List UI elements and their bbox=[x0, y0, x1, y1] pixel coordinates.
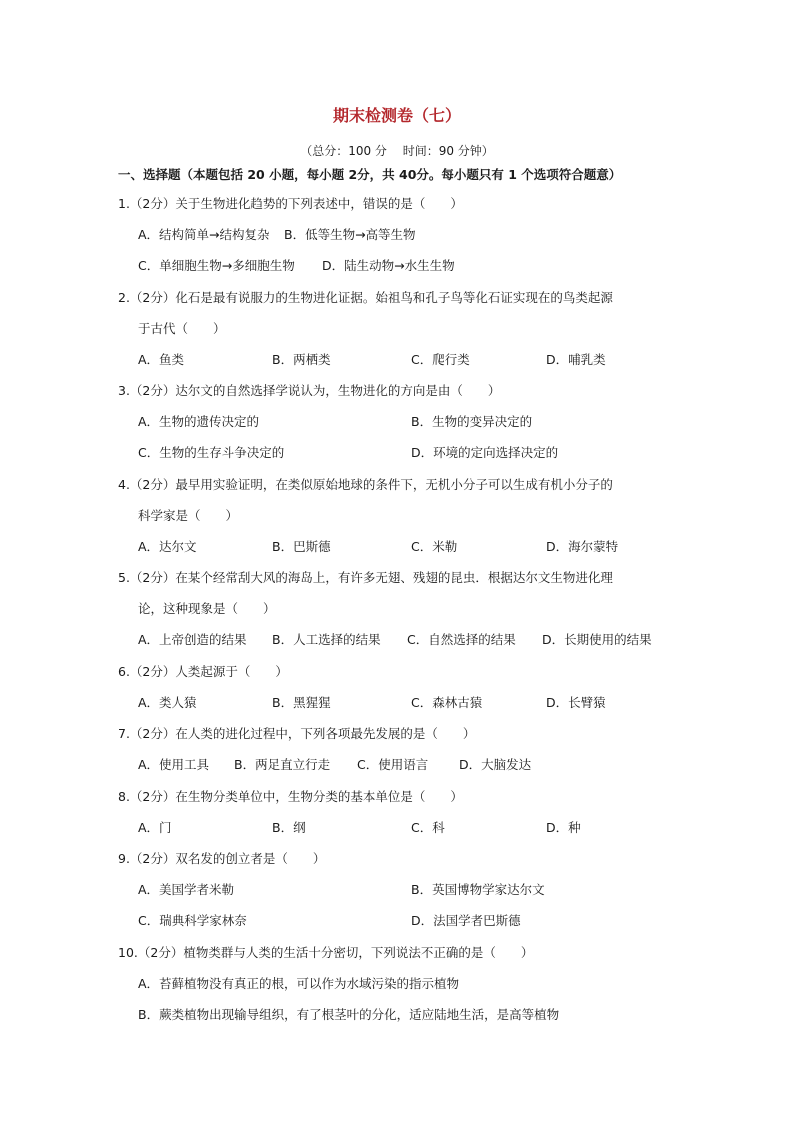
option-a: A．上帝创造的结果 bbox=[138, 632, 247, 647]
option-d: D．海尔蒙特 bbox=[546, 539, 619, 554]
question-9-stem: 9.（2分）双名发的创立者是（ ） bbox=[118, 851, 326, 866]
option-c: C．生物的生存斗争决定的 bbox=[138, 445, 285, 460]
option-a: A．生物的遗传决定的 bbox=[138, 414, 260, 429]
option-d: D．陆生动物→水生生物 bbox=[322, 258, 455, 273]
option-c: C．瑞典科学家林奈 bbox=[138, 913, 247, 928]
question-2-stem-cont: 于古代（ ） bbox=[138, 321, 226, 336]
option-a: A．达尔文 bbox=[138, 539, 197, 554]
option-c: C．使用语言 bbox=[357, 757, 429, 772]
question-5-stem-cont: 论，这种现象是（ ） bbox=[138, 601, 276, 616]
option-a: A．类人猿 bbox=[138, 695, 197, 710]
option-a: A．门 bbox=[138, 820, 172, 835]
option-d: D．环境的定向选择决定的 bbox=[411, 445, 559, 460]
option-c: C．米勒 bbox=[411, 539, 458, 554]
option-b: B．生物的变异决定的 bbox=[411, 414, 533, 429]
option-c: C．爬行类 bbox=[411, 352, 470, 367]
option-d: D．种 bbox=[546, 820, 581, 835]
option-a: A．结构简单→结构复杂 bbox=[138, 227, 270, 242]
option-d: D．长臂猿 bbox=[546, 695, 606, 710]
option-a: A．使用工具 bbox=[138, 757, 210, 772]
question-4-stem: 4.（2分）最早用实验证明，在类似原始地球的条件下，无机小分子可以生成有机小分子的 bbox=[118, 477, 613, 492]
question-4-stem-cont: 科学家是（ ） bbox=[138, 508, 239, 523]
question-6-stem: 6.（2分）人类起源于（ ） bbox=[118, 664, 288, 679]
option-b: B．纲 bbox=[272, 820, 306, 835]
option-c: C．科 bbox=[411, 820, 445, 835]
exam-info: （总分：100 分 时间：90 分钟） bbox=[300, 144, 494, 158]
option-c: C．自然选择的结果 bbox=[407, 632, 516, 647]
option-a: A．美国学者米勒 bbox=[138, 882, 235, 897]
question-1-stem: 1.（2分）关于生物进化趋势的下列表述中，错误的是（ ） bbox=[118, 196, 463, 211]
question-7-stem: 7.（2分）在人类的进化过程中，下列各项最先发展的是（ ） bbox=[118, 726, 476, 741]
question-8-stem: 8.（2分）在生物分类单位中，生物分类的基本单位是（ ） bbox=[118, 789, 463, 804]
option-a: A．鱼类 bbox=[138, 352, 185, 367]
option-b: B．人工选择的结果 bbox=[272, 632, 381, 647]
option-a: A．苔藓植物没有真正的根，可以作为水域污染的指示植物 bbox=[138, 976, 460, 991]
option-d: D．法国学者巴斯德 bbox=[411, 913, 521, 928]
page-title: 期末检测卷（七） bbox=[332, 106, 461, 125]
option-b: B．黑猩猩 bbox=[272, 695, 331, 710]
option-b: B．巴斯德 bbox=[272, 539, 331, 554]
option-d: D．哺乳类 bbox=[546, 352, 606, 367]
question-3-stem: 3.（2分）达尔文的自然选择学说认为，生物进化的方向是由（ ） bbox=[118, 383, 501, 398]
option-d: D．大脑发达 bbox=[459, 757, 532, 772]
section-heading: 一、选择题（本题包括 20 小题，每小题 2分，共 40分。每小题只有 1 个选项符合题意） bbox=[118, 167, 622, 182]
option-d: D．长期使用的结果 bbox=[542, 632, 652, 647]
option-b: B．两足直立行走 bbox=[234, 757, 331, 772]
option-b: B．蕨类植物出现输导组织，有了根茎叶的分化，适应陆地生活，是高等植物 bbox=[138, 1007, 560, 1022]
option-b: B．英国博物学家达尔文 bbox=[411, 882, 545, 897]
question-5-stem: 5.（2分）在某个经常刮大风的海岛上，有许多无翅、残翅的昆虫．根据达尔文生物进化理 bbox=[118, 570, 613, 585]
question-10-stem: 10.（2分）植物类群与人类的生活十分密切，下列说法不正确的是（ ） bbox=[118, 945, 534, 960]
question-2-stem: 2.（2分）化石是最有说服力的生物进化证据。始祖鸟和孔子鸟等化石证实现在的鸟类起源 bbox=[118, 290, 613, 305]
option-b: B．低等生物→高等生物 bbox=[284, 227, 416, 242]
option-c: C．单细胞生物→多细胞生物 bbox=[138, 258, 295, 273]
option-c: C．森林古猿 bbox=[411, 695, 483, 710]
option-b: B．两栖类 bbox=[272, 352, 331, 367]
